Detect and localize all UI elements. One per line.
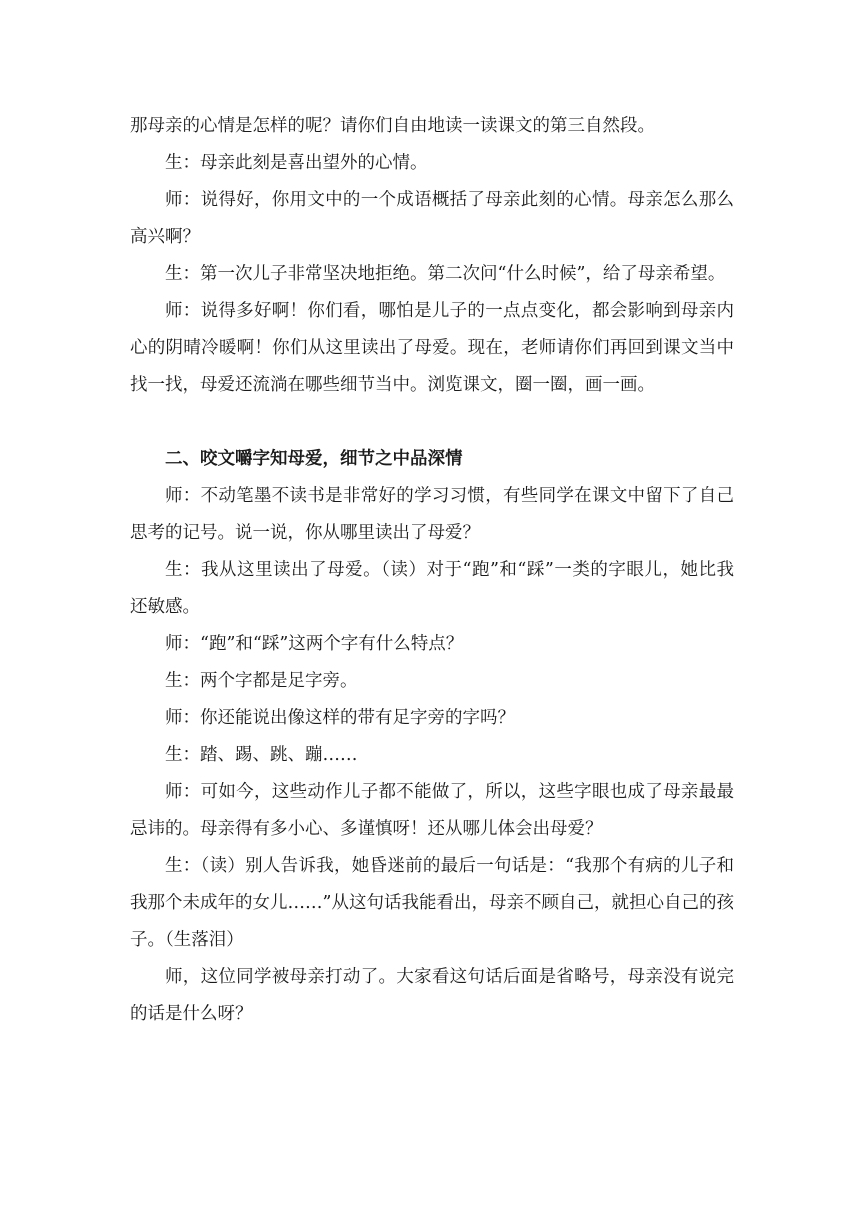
paragraph: 生：（读）别人告诉我，她昏迷前的最后一句话是：“我那个有病的儿子和我那个未成年的女儿……”从这句话我能看出，母亲不顾自己，就担心自己的孩子。（生落泪）	[130, 856, 734, 950]
paragraph: 师：不动笔墨不读书是非常好的学习习惯，有些同学在课文中留下了自己思考的记号。说一说，你从哪里读出了母爱？	[130, 486, 734, 543]
paragraph: 那母亲的心情是怎样的呢？请你们自由地读一读课文的第三自然段。	[130, 116, 655, 136]
paragraph: 师，这位同学被母亲打动了。大家看这句话后面是省略号，母亲没有说完的话是什么呀？	[130, 967, 734, 1024]
paragraph: 生：我从这里读出了母爱。（读）对于“跑”和“踩”一类的字眼儿，她比我还敏感。	[130, 560, 734, 617]
paragraph: 师：可如今，这些动作儿子都不能做了，所以，这些字眼也成了母亲最最忌讳的。母亲得有多小心、多谨慎呀！还从哪儿体会出母爱？	[130, 782, 734, 839]
paragraph: 生：踏、踢、跳、蹦……	[165, 745, 358, 765]
paragraph: 师：你还能说出像这样的带有足字旁的字吗？	[165, 708, 515, 728]
paragraph: 师：说得好，你用文中的一个成语概括了母亲此刻的心情。母亲怎么那么高兴啊？	[130, 190, 734, 247]
document-body	[130, 108, 734, 1033]
paragraph: 师：说得多好啊！你们看，哪怕是儿子的一点点变化，都会影响到母亲内心的阴晴冷暖啊！你们从这里读出了母爱。现在，老师请你们再回到课文当中找一找，母爱还流淌在哪些细节当中。浏览课文，圈一圈，画一画。	[130, 301, 734, 395]
paragraph: 生：第一次儿子非常坚决地拒绝。第二次问“什么时候”，给了母亲希望。	[165, 264, 726, 284]
section-heading: 二、咬文嚼字知母爱，细节之中品深情	[165, 449, 463, 469]
paragraph: 生：两个字都是足字旁。	[165, 671, 358, 691]
section-spacer	[130, 404, 734, 441]
paragraph: 师：“跑”和“踩”这两个字有什么特点？	[165, 634, 464, 654]
paragraph: 生：母亲此刻是喜出望外的心情。	[165, 153, 428, 173]
